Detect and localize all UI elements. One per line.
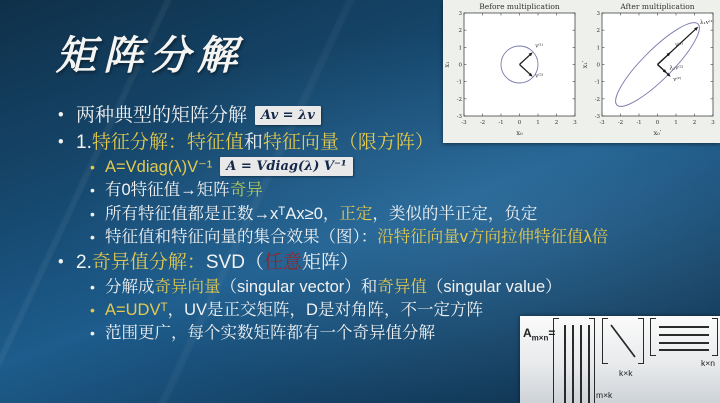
svg-text:-2: -2 — [617, 120, 624, 126]
bullet-marker: • — [58, 133, 64, 152]
svg-text:v⁽²⁾: v⁽²⁾ — [673, 76, 682, 83]
svg-text:-2: -2 — [479, 120, 486, 126]
text-segment: 奇异向量 — [154, 278, 221, 297]
svg-text:-2: -2 — [456, 96, 462, 103]
bullet-line — [58, 131, 638, 154]
svg-text:0: 0 — [655, 120, 660, 126]
svg-text:x₀: x₀ — [516, 129, 523, 137]
svd-label-kxk: k×k — [619, 368, 633, 378]
diagonal-line — [602, 318, 644, 364]
svg-text:2: 2 — [596, 28, 600, 35]
bullet-line — [58, 251, 638, 274]
bullet-marker: • — [90, 325, 95, 342]
text-segment: 2. — [76, 251, 92, 273]
text-segment: 特征值和特征向量的集合效果（图）： — [105, 227, 378, 246]
bullet-line — [90, 227, 638, 247]
svg-text:-1: -1 — [456, 79, 462, 86]
svg-text:After multiplication: After multiplication — [620, 2, 695, 11]
bullet-line — [90, 277, 638, 297]
svg-text:0: 0 — [596, 62, 600, 69]
text-segment: 奇异值分解： — [91, 251, 206, 273]
bullet-marker: • — [90, 205, 95, 222]
content-lines — [58, 100, 638, 346]
text-segment: 特征向量（限方阵） — [262, 132, 434, 154]
bullet-marker: • — [90, 279, 95, 296]
text-segment: SVD（ — [205, 251, 264, 273]
text-segment: 所有特征值都是正数→xᵀAx≥0， — [105, 204, 340, 223]
formula-box: Av = λv — [255, 106, 321, 125]
svg-text:-3: -3 — [461, 120, 467, 126]
bullet-marker: • — [90, 302, 95, 319]
svg-text:1: 1 — [674, 120, 678, 126]
svg-text:Before multiplication: Before multiplication — [479, 2, 560, 11]
svg-text:2: 2 — [692, 120, 697, 126]
svg-text:x₁: x₁ — [443, 61, 451, 68]
text-segment: 沿特征向量v方向拉伸特征值λ倍 — [377, 227, 609, 246]
bullet-marker: • — [58, 252, 64, 271]
svg-text:x₁′: x₁′ — [581, 60, 589, 69]
svg-text:x₀′: x₀′ — [653, 129, 662, 137]
svg-text:-3: -3 — [594, 114, 600, 120]
bullet-line — [90, 204, 638, 224]
text-segment: 特征分解：特征值 — [91, 132, 244, 154]
svg-text:0: 0 — [458, 62, 462, 69]
svg-text:3: 3 — [573, 120, 577, 126]
text-segment: 矩阵） — [301, 251, 359, 273]
svg-text:v⁽²⁾: v⁽²⁾ — [535, 73, 544, 80]
svg-text:0: 0 — [517, 120, 522, 126]
text-segment: （singular vector）和 — [220, 278, 378, 297]
text-segment: 任意 — [263, 251, 302, 273]
slide-title: 矩阵分解 — [56, 32, 244, 79]
svg-text:λ₁v⁽¹⁾: λ₁v⁽¹⁾ — [700, 20, 714, 27]
svg-text:1: 1 — [596, 45, 600, 52]
svd-matrix-u — [553, 318, 595, 403]
svg-text:-1: -1 — [636, 120, 642, 126]
formula-box: A = Vdiag(λ) V⁻¹ — [220, 157, 352, 176]
svd-diagram-panel — [520, 316, 720, 403]
bullet-marker: • — [90, 159, 95, 176]
svd-label-kxn: k×n — [701, 358, 715, 368]
text-segment: 两种典型的矩阵分解 — [76, 105, 248, 126]
svg-text:-3: -3 — [456, 114, 462, 120]
svg-text:3: 3 — [458, 11, 462, 17]
svg-text:-3: -3 — [599, 120, 605, 126]
bullet-line — [90, 180, 638, 200]
svd-matrix-d — [602, 318, 644, 364]
svd-matrix-vt — [650, 318, 718, 356]
svd-lhs-label: $A_{m\times n}=$ — [523, 326, 556, 343]
text-segment: ，类似的半正定，负定 — [372, 204, 538, 223]
text-segment: 范围更广，每个实数矩阵都有一个奇异值分解 — [105, 324, 435, 343]
text-segment: 有0特征值→矩阵 — [105, 181, 230, 200]
text-segment: 1. — [76, 132, 92, 154]
bullet-marker: • — [90, 228, 95, 245]
svd-label-mxk: m×k — [596, 390, 613, 400]
text-segment: 正定 — [339, 204, 373, 223]
bullet-line — [58, 104, 638, 127]
text-segment: ，UV是正交矩阵，D是对角阵，不一定方阵 — [167, 301, 483, 320]
bullet-line — [90, 157, 638, 177]
svg-text:-1: -1 — [498, 120, 504, 126]
text-segment: （singular value） — [426, 278, 562, 297]
bullet-marker: • — [58, 106, 64, 124]
svg-text:1: 1 — [458, 45, 462, 52]
svg-text:3: 3 — [596, 11, 600, 17]
text-segment: 奇异 — [229, 181, 263, 200]
svg-text:λ₂v⁽²⁾: λ₂v⁽²⁾ — [669, 65, 684, 72]
svg-text:-2: -2 — [594, 96, 600, 103]
text-segment: A=UDVᵀ — [105, 301, 168, 320]
text-segment: 分解成 — [105, 278, 155, 297]
svg-text:v⁽¹⁾: v⁽¹⁾ — [675, 42, 684, 49]
svg-text:2: 2 — [458, 28, 462, 35]
svg-text:v⁽¹⁾: v⁽¹⁾ — [535, 43, 544, 50]
svg-text:-1: -1 — [594, 79, 600, 86]
svg-text:2: 2 — [554, 120, 559, 126]
svg-text:1: 1 — [536, 120, 540, 126]
text-segment: A=Vdiag(λ)V⁻¹ — [105, 158, 213, 177]
bullet-marker: • — [90, 182, 95, 199]
text-segment: 奇异值 — [377, 278, 427, 297]
text-segment: 和 — [243, 132, 263, 154]
svg-text:3: 3 — [711, 120, 715, 126]
